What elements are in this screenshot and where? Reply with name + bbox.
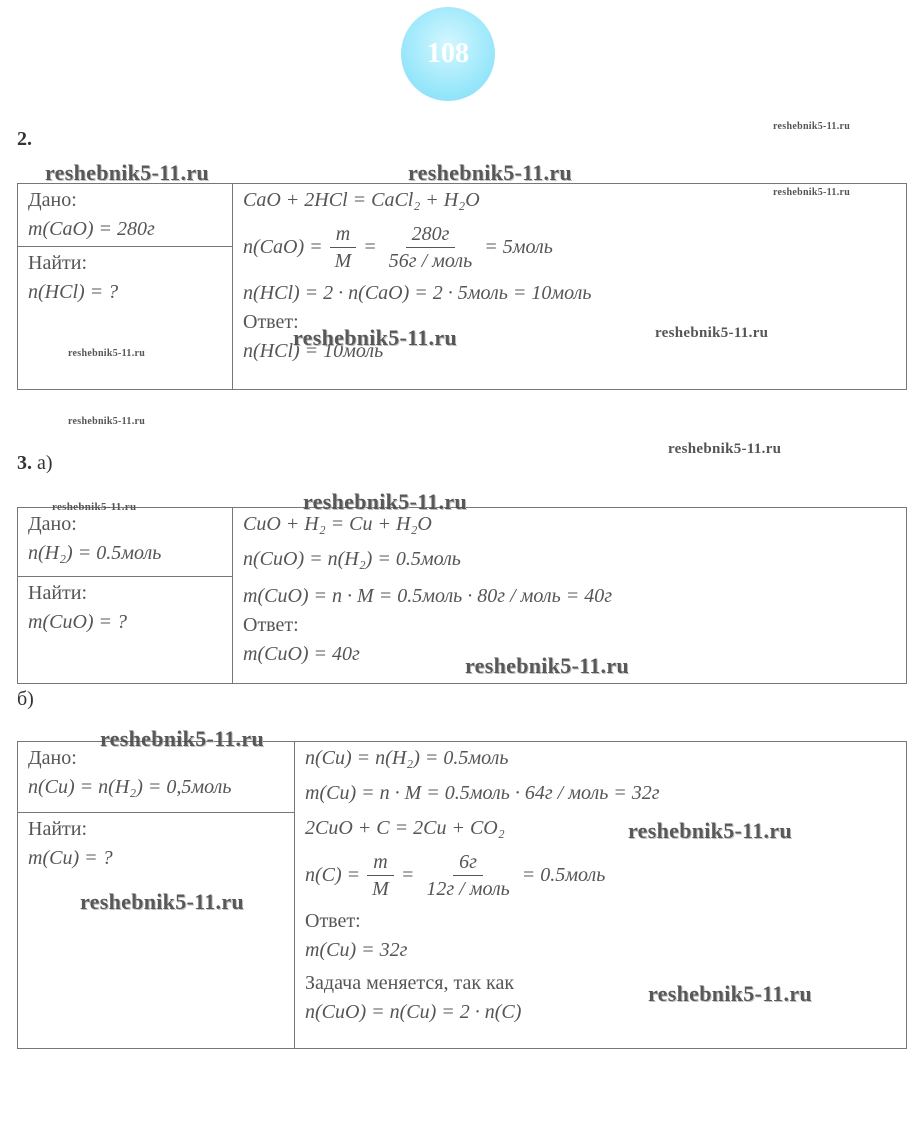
task3a-moles: n(CuO) = n(H₂) = 0.5моль [243, 548, 461, 570]
task3a-given-cell [18, 508, 232, 576]
watermark-small: reshebnik5-11.ru [668, 441, 782, 457]
task3b-find-cell [18, 812, 294, 1048]
task3b-moles-cu: n(Cu) = n(H₂) = 0.5моль [305, 747, 509, 769]
watermark: reshebnik5-11.ru [303, 489, 467, 514]
task3b-fraction-m-over-M: $\frac{m}{M}$ [366, 849, 395, 902]
task3b-given-title: Дано: [28, 747, 77, 769]
task3a-find-value: m(CuO) = ? [28, 611, 128, 633]
watermark-small: reshebnik5-11.ru [773, 121, 851, 132]
task3a-left-column [18, 508, 233, 683]
page-number: 108 [427, 38, 469, 69]
task2-label: 2. [17, 128, 32, 150]
watermark: reshebnik5-11.ru [465, 653, 629, 678]
watermark-small: reshebnik5-11.ru [68, 416, 146, 427]
watermark-small: reshebnik5-11.ru [52, 501, 137, 513]
task3b-moles-c: n(C) = $\frac{m}{M}$ = $\frac{6г}{\text{12г / моль}}$ = 0.5моль [305, 850, 606, 900]
task3b-reaction: 2CuO + C = 2Cu + CO₂ [305, 817, 505, 839]
task3b-label: б) [17, 688, 34, 710]
task3b-answer-title: Ответ: [305, 910, 361, 932]
task2-given-cell [18, 184, 232, 246]
watermark: reshebnik5-11.ru [408, 160, 572, 185]
task2-answer-value: n(HCl) = 10моль [243, 340, 384, 362]
task3b-given-cell [18, 742, 294, 812]
task2-table [17, 183, 907, 390]
task2-moles-cao: n(CaO) = $\frac{m}{M}$ = $\frac{280г}{\text{56г / моль}}$ = 5моль [243, 222, 553, 272]
task2-answer-title: Ответ: [243, 311, 299, 333]
task2-find-cell [18, 246, 232, 389]
watermark: reshebnik5-11.ru [648, 981, 812, 1006]
watermark: reshebnik5-11.ru [293, 325, 457, 350]
task2-given-value: m(CaO) = 280г [28, 218, 155, 240]
watermark-small: reshebnik5-11.ru [655, 325, 769, 341]
watermark: reshebnik5-11.ru [45, 160, 209, 185]
watermark: reshebnik5-11.ru [100, 726, 264, 751]
task3b-answer-value: m(Cu) = 32г [305, 939, 408, 961]
task3b-find-value: m(Cu) = ? [28, 847, 113, 869]
task3a-find-cell [18, 576, 232, 683]
page-number-badge [401, 7, 495, 101]
watermark-small: reshebnik5-11.ru [68, 348, 146, 359]
watermark: reshebnik5-11.ru [80, 889, 244, 914]
task3a-given-value: n(H₂) = 0.5моль [28, 542, 162, 564]
task3b-note: Задача меняется, так как [305, 972, 515, 994]
task3b-fraction-values: $\frac{6г}{\text{12г / моль}}$ [426, 850, 510, 900]
watermark-small: reshebnik5-11.ru [773, 187, 851, 198]
task2-find-value: n(HCl) = ? [28, 281, 119, 303]
task3a-find-title: Найти: [28, 582, 88, 604]
watermark: reshebnik5-11.ru [628, 818, 792, 843]
task3b-note-equation: n(CuO) = n(Cu) = 2 · n(C) [305, 1001, 522, 1023]
task2-solution [233, 184, 906, 389]
task3a-mass: m(CuO) = n · M = 0.5моль · 80г / моль = 40г [243, 585, 613, 607]
task3b-given-value: n(Cu) = n(H₂) = 0,5моль [28, 776, 232, 798]
task3a-table [17, 507, 907, 684]
task3b-find-title: Найти: [28, 818, 88, 840]
task3a-reaction: CuO + H₂ = Cu + H₂O [243, 513, 432, 535]
task2-fraction-m-over-M: $\frac{m}{M}$ [329, 221, 358, 274]
task2-given-title: Дано: [28, 189, 77, 211]
task3a-answer-value: m(CuO) = 40г [243, 643, 360, 665]
task2-find-title: Найти: [28, 252, 88, 274]
task3a-answer-title: Ответ: [243, 614, 299, 636]
task2-fraction-values: $\frac{280г}{\text{56г / моль}}$ [388, 222, 473, 272]
task2-reaction: CaO + 2HCl = CaCl₂ + H₂O [243, 189, 480, 211]
task3b-solution [295, 742, 906, 1048]
task3a-given-title: Дано: [28, 513, 77, 535]
task2-moles-hcl: n(HCl) = 2 · n(CaO) = 2 · 5моль = 10моль [243, 282, 592, 304]
task3a-label: 3. а) [17, 452, 53, 474]
task3b-mass-cu: m(Cu) = n · M = 0.5моль · 64г / моль = 32г [305, 782, 660, 804]
